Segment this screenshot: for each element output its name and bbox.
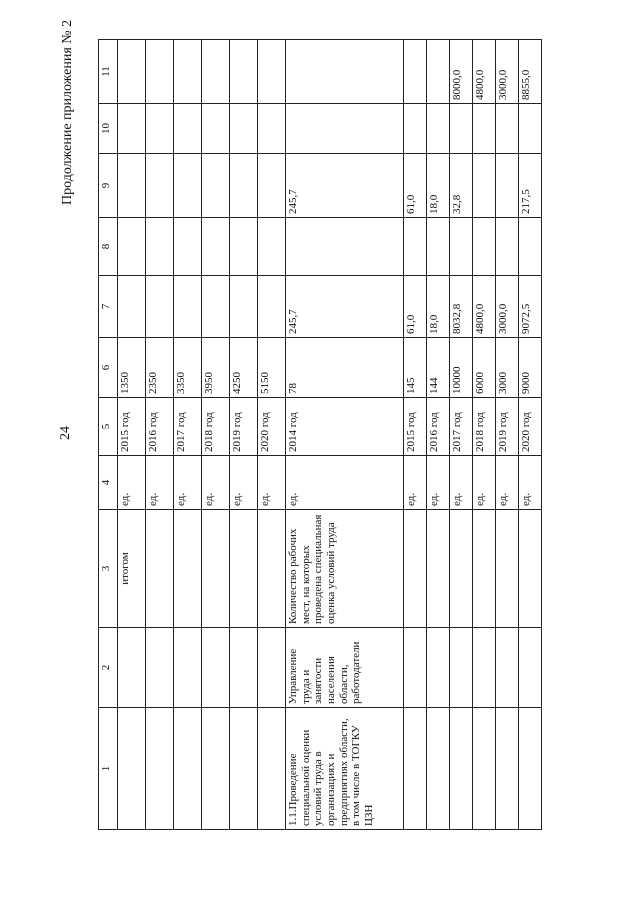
table-cell-col-7 <box>230 276 258 338</box>
table-cell-col-9 <box>496 154 519 218</box>
table-cell-col-2 <box>146 628 174 708</box>
table-cell-col-2 <box>450 628 473 708</box>
table-cell-col-6: 78 <box>286 338 404 398</box>
table-cell-col-7: 245,7 <box>286 276 404 338</box>
table-cell-col-10 <box>496 104 519 154</box>
table-cell-col-4: ед. <box>202 456 230 510</box>
table-cell-col-3: Количество рабочих мест, на которых проведена специальная оценка условий труда <box>286 510 404 628</box>
table-cell-col-8 <box>258 218 286 276</box>
table-cell-col-8 <box>146 218 174 276</box>
table-cell-col-6: 10000 <box>450 338 473 398</box>
table-cell-col-1: 1.1.Проведение специальной оценки условий труда в организациях и предприятиях области, в том числе в ТОГКУ ЦЗН <box>286 708 404 830</box>
table-cell-col-7: 4800,0 <box>473 276 496 338</box>
table-cell-col-7 <box>258 276 286 338</box>
col-header-9: 9 <box>99 154 118 218</box>
table-cell-col-7: 18,0 <box>427 276 450 338</box>
table-cell-col-5: 2015 год <box>404 398 427 456</box>
table-cell-col-11 <box>258 40 286 104</box>
table-cell-col-2 <box>496 628 519 708</box>
table-cell-col-11: 3000,0 <box>496 40 519 104</box>
table-cell-col-4: ед. <box>496 456 519 510</box>
table-cell-col-5: 2017 год <box>174 398 202 456</box>
table-cell-col-8 <box>404 218 427 276</box>
table-cell-col-11 <box>230 40 258 104</box>
table-row <box>519 40 542 830</box>
table-cell-col-6: 145 <box>404 338 427 398</box>
table-cell-col-6: 6000 <box>473 338 496 398</box>
table-cell-col-10 <box>450 104 473 154</box>
table-cell-col-4: ед. <box>174 456 202 510</box>
table-cell-col-3 <box>146 510 174 628</box>
table-cell-col-8 <box>286 218 404 276</box>
table-cell-col-9: 245,7 <box>286 154 404 218</box>
table-cell-col-1 <box>473 708 496 830</box>
table-cell-col-11 <box>146 40 174 104</box>
table-cell-col-9: 18,0 <box>427 154 450 218</box>
table-cell-col-4: ед. <box>450 456 473 510</box>
table-cell-col-9: 32,8 <box>450 154 473 218</box>
table-cell-col-8 <box>202 218 230 276</box>
table-row <box>286 40 404 830</box>
table-cell-col-1 <box>202 708 230 830</box>
table-cell-col-8 <box>496 218 519 276</box>
table-cell-col-8 <box>450 218 473 276</box>
table-cell-col-9 <box>230 154 258 218</box>
col-header-6: 6 <box>99 338 118 398</box>
table-cell-col-7: 61,0 <box>404 276 427 338</box>
table-cell-col-9 <box>473 154 496 218</box>
table-cell-col-3 <box>174 510 202 628</box>
table-cell-col-9 <box>174 154 202 218</box>
table-row <box>230 40 258 830</box>
table-cell-col-1 <box>519 708 542 830</box>
table-cell-col-2 <box>258 628 286 708</box>
table-cell-col-5: 2016 год <box>146 398 174 456</box>
table-cell-col-7: 9072,5 <box>519 276 542 338</box>
appendix-note: Продолжение приложения № 2 <box>60 19 75 205</box>
table-cell-col-8 <box>473 218 496 276</box>
table-cell-col-7 <box>118 276 146 338</box>
table-cell-col-4: ед. <box>427 456 450 510</box>
table-cell-col-11: 8855,0 <box>519 40 542 104</box>
page-number: 24 <box>58 426 73 440</box>
col-header-4: 4 <box>99 456 118 510</box>
table-cell-col-6: 5150 <box>258 338 286 398</box>
table-cell-col-7 <box>174 276 202 338</box>
rotated-table-container <box>98 40 580 830</box>
table-cell-col-4: ед. <box>404 456 427 510</box>
table-row <box>427 40 450 830</box>
table-cell-col-5: 2020 год <box>519 398 542 456</box>
table-cell-col-2 <box>427 628 450 708</box>
table-cell-col-6: 3000 <box>496 338 519 398</box>
table-cell-col-3: итогом <box>118 510 146 628</box>
col-header-10: 10 <box>99 104 118 154</box>
table-cell-col-9 <box>258 154 286 218</box>
table-cell-col-8 <box>118 218 146 276</box>
table-cell-col-5: 2015 год <box>118 398 146 456</box>
table-cell-col-1 <box>230 708 258 830</box>
table-cell-col-10 <box>146 104 174 154</box>
table-cell-col-5: 2017 год <box>450 398 473 456</box>
table-cell-col-10 <box>174 104 202 154</box>
table-cell-col-6: 2350 <box>146 338 174 398</box>
table-cell-col-7 <box>146 276 174 338</box>
col-header-8: 8 <box>99 218 118 276</box>
table-cell-col-11 <box>174 40 202 104</box>
table-cell-col-11 <box>427 40 450 104</box>
table-cell-col-2: Управление труда и занятости населения области, работодатели <box>286 628 404 708</box>
table-cell-col-2 <box>174 628 202 708</box>
table-cell-col-5: 2019 год <box>496 398 519 456</box>
col-header-5: 5 <box>99 398 118 456</box>
table-row <box>258 40 286 830</box>
table-cell-col-2 <box>519 628 542 708</box>
table-cell-col-6: 3950 <box>202 338 230 398</box>
table-cell-col-3 <box>202 510 230 628</box>
table-cell-col-5: 2020 год <box>258 398 286 456</box>
table-cell-col-5: 2014 год <box>286 398 404 456</box>
table-cell-col-10 <box>202 104 230 154</box>
table-cell-col-2 <box>230 628 258 708</box>
table-cell-col-3 <box>519 510 542 628</box>
table-cell-col-10 <box>404 104 427 154</box>
table-cell-col-8 <box>427 218 450 276</box>
table-cell-col-1 <box>118 708 146 830</box>
table-cell-col-6: 9000 <box>519 338 542 398</box>
table-cell-col-9: 61,0 <box>404 154 427 218</box>
table-cell-col-2 <box>118 628 146 708</box>
table-cell-col-4: ед. <box>146 456 174 510</box>
table-cell-col-11: 4800,0 <box>473 40 496 104</box>
col-header-3: 3 <box>99 510 118 628</box>
table-cell-col-6: 4250 <box>230 338 258 398</box>
table-cell-col-11 <box>404 40 427 104</box>
table-cell-col-1 <box>146 708 174 830</box>
table-cell-col-5: 2016 год <box>427 398 450 456</box>
table-cell-col-7: 8032,8 <box>450 276 473 338</box>
table-cell-col-6: 144 <box>427 338 450 398</box>
table-row <box>118 40 146 830</box>
table-cell-col-3 <box>258 510 286 628</box>
table-cell-col-1 <box>404 708 427 830</box>
table-cell-col-11: 8000,0 <box>450 40 473 104</box>
table-cell-col-7 <box>202 276 230 338</box>
table-cell-col-6: 3350 <box>174 338 202 398</box>
header-row <box>99 40 118 830</box>
table-cell-col-5: 2018 год <box>202 398 230 456</box>
table-cell-col-1 <box>174 708 202 830</box>
table-cell-col-11 <box>118 40 146 104</box>
col-header-2: 2 <box>99 628 118 708</box>
table-cell-col-3 <box>427 510 450 628</box>
table-row <box>202 40 230 830</box>
table-cell-col-1 <box>427 708 450 830</box>
table-cell-col-4: ед. <box>118 456 146 510</box>
table-cell-col-1 <box>496 708 519 830</box>
table-row <box>146 40 174 830</box>
table-cell-col-4: ед. <box>473 456 496 510</box>
table-cell-col-4: ед. <box>519 456 542 510</box>
table-cell-col-4: ед. <box>230 456 258 510</box>
table-cell-col-11 <box>202 40 230 104</box>
table-cell-col-10 <box>118 104 146 154</box>
table-row <box>174 40 202 830</box>
table-cell-col-2 <box>404 628 427 708</box>
table-cell-col-1 <box>450 708 473 830</box>
table-row <box>496 40 519 830</box>
col-header-7: 7 <box>99 276 118 338</box>
table-cell-col-2 <box>473 628 496 708</box>
table-cell-col-3 <box>496 510 519 628</box>
table-cell-col-3 <box>404 510 427 628</box>
table-cell-col-9 <box>146 154 174 218</box>
table-cell-col-11 <box>286 40 404 104</box>
table-cell-col-10 <box>427 104 450 154</box>
table-cell-col-3 <box>230 510 258 628</box>
table-cell-col-9 <box>202 154 230 218</box>
table-cell-col-10 <box>519 104 542 154</box>
table-cell-col-7: 3000,0 <box>496 276 519 338</box>
table-cell-col-10 <box>230 104 258 154</box>
table-cell-col-3 <box>473 510 496 628</box>
table-cell-col-8 <box>174 218 202 276</box>
table-row <box>473 40 496 830</box>
table-cell-col-10 <box>258 104 286 154</box>
col-header-1: 1 <box>99 708 118 830</box>
table-cell-col-9 <box>118 154 146 218</box>
table-row <box>404 40 427 830</box>
table-cell-col-4: ед. <box>286 456 404 510</box>
col-header-11: 11 <box>99 40 118 104</box>
measures-table <box>98 39 542 830</box>
table-row <box>450 40 473 830</box>
table-cell-col-5: 2019 год <box>230 398 258 456</box>
table-cell-col-8 <box>230 218 258 276</box>
table-cell-col-8 <box>519 218 542 276</box>
table-cell-col-6: 1350 <box>118 338 146 398</box>
table-cell-col-10 <box>286 104 404 154</box>
table-cell-col-2 <box>202 628 230 708</box>
table-cell-col-4: ед. <box>258 456 286 510</box>
table-cell-col-5: 2018 год <box>473 398 496 456</box>
table-cell-col-3 <box>450 510 473 628</box>
table-cell-col-9: 217,5 <box>519 154 542 218</box>
table-cell-col-10 <box>473 104 496 154</box>
table-cell-col-1 <box>258 708 286 830</box>
